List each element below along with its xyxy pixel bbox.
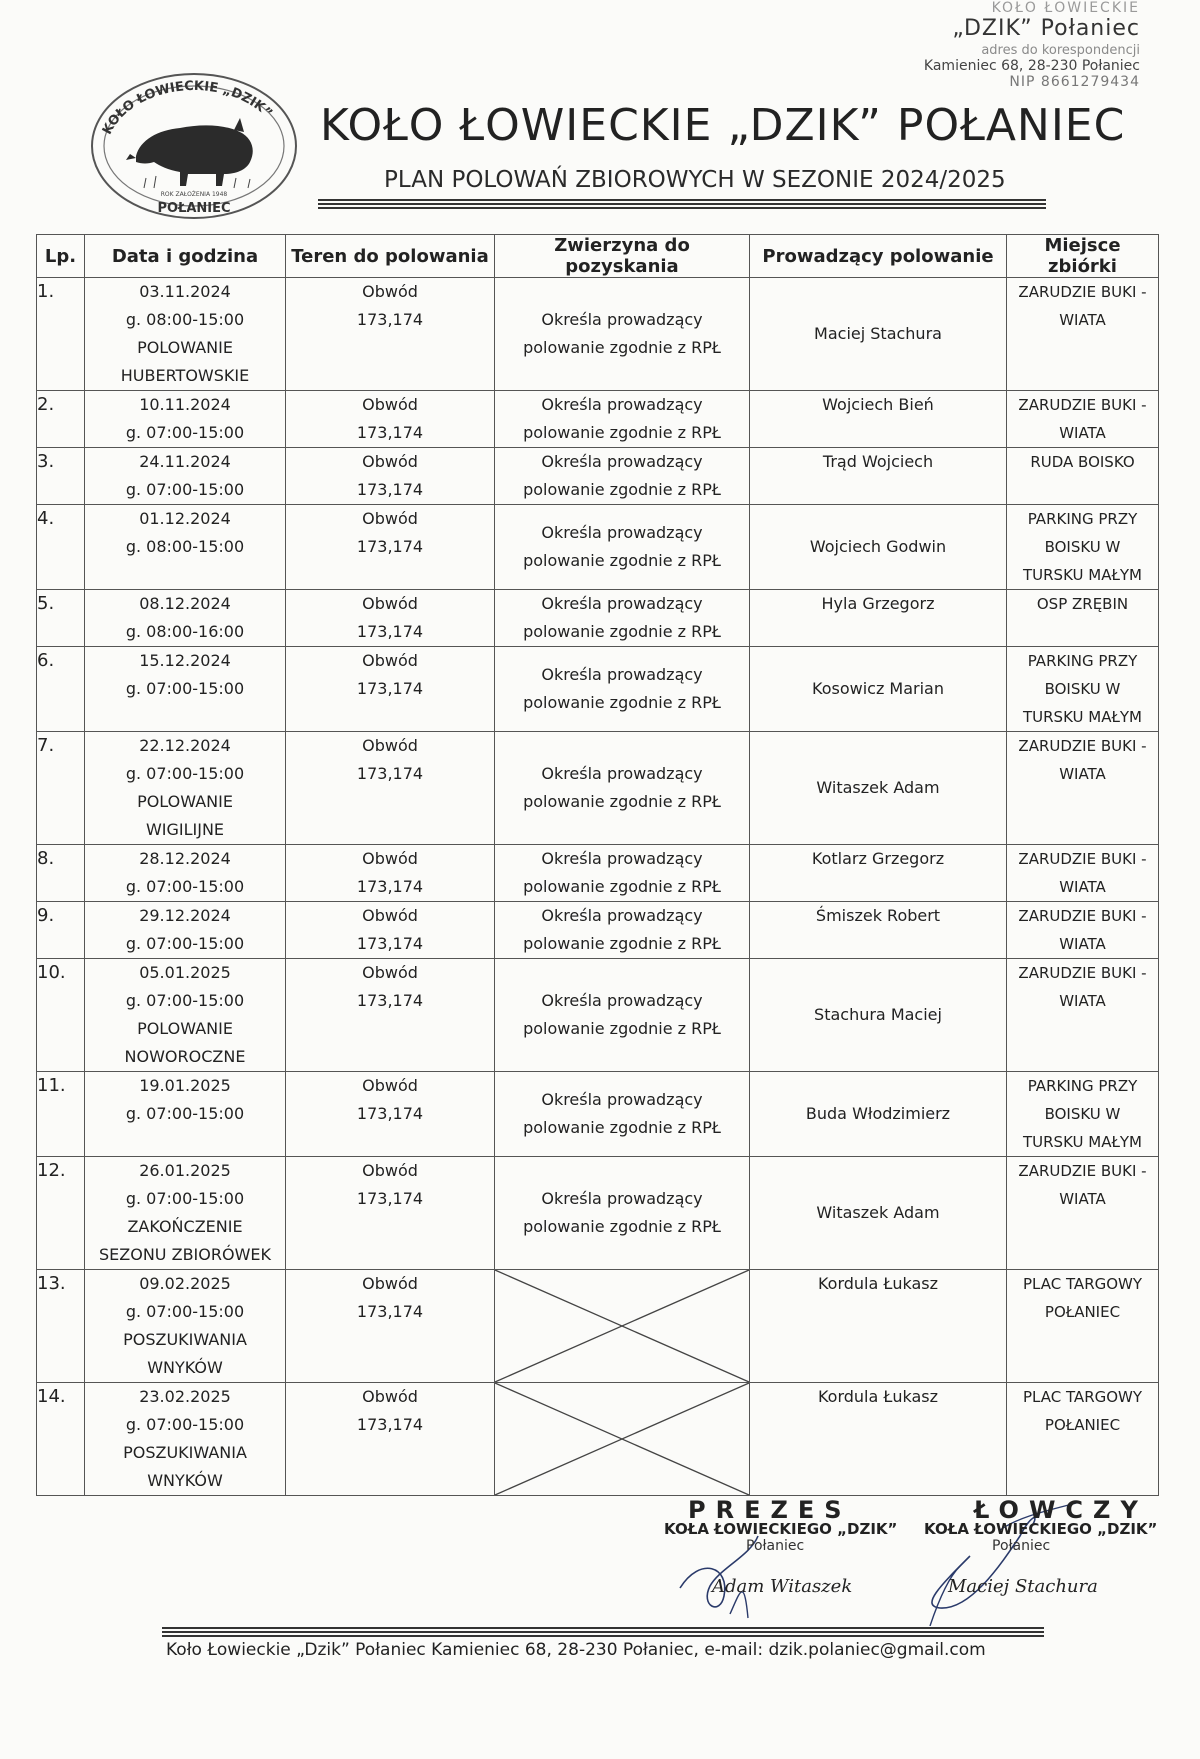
leader-name: Hyla Grzegorz [821, 594, 935, 613]
cell-date [85, 902, 286, 959]
cell-area [286, 448, 495, 505]
cell-area [286, 590, 495, 647]
document-title: KOŁO ŁOWIECKIE „DZIK” POŁANIEC [320, 100, 1126, 151]
date-line: 22.12.2024 [139, 736, 231, 755]
area-line: 173,174 [356, 1302, 424, 1321]
area-line: Obwód [362, 849, 418, 868]
hunting-master-role: KOŁA ŁOWIECKIEGO „DZIK” [924, 1520, 1158, 1538]
cell-area [286, 278, 495, 391]
cell-date [85, 732, 286, 845]
game-line: polowanie zgodnie z RPŁ [523, 551, 721, 570]
meeting-place-line: TURSKU MAŁYM [1022, 708, 1142, 726]
cell-leader [750, 391, 1007, 448]
cell-meeting-place [1007, 959, 1159, 1072]
club-seal-logo [84, 66, 304, 226]
meeting-place-line: BOISKU W [1044, 538, 1121, 556]
cell-leader [750, 1157, 1007, 1270]
date-line: WNYKÓW [147, 1358, 223, 1377]
area-line: Obwód [362, 906, 418, 925]
area-line: 173,174 [356, 764, 424, 783]
cell-lp: 7. [37, 732, 85, 845]
meeting-place-line: ZARUDZIE BUKI - [1018, 737, 1147, 755]
cell-lp: 12. [37, 1157, 85, 1270]
column-header-game: Zwierzyna do pozyskania [495, 235, 750, 278]
date-line: g. 07:00-15:00 [125, 679, 245, 698]
stamp-line-5: NIP 8661279434 [1009, 74, 1140, 90]
meeting-place-line: OSP ZRĘBIN [1036, 595, 1129, 613]
meeting-place-line: PLAC TARGOWY [1022, 1388, 1143, 1406]
area-line: 173,174 [356, 679, 424, 698]
meeting-place-line: ZARUDZIE BUKI - [1018, 964, 1147, 982]
meeting-place-line: TURSKU MAŁYM [1022, 566, 1142, 584]
cell-game [495, 959, 750, 1072]
leader-name: Buda Włodzimierz [805, 1104, 951, 1123]
cell-game [495, 732, 750, 845]
date-line: g. 07:00-15:00 [125, 877, 245, 896]
cell-date [85, 448, 286, 505]
date-line: 24.11.2024 [139, 452, 231, 471]
table-row [37, 1072, 1159, 1157]
game-line: Określa prowadzący [541, 452, 703, 471]
date-line: g. 07:00-15:00 [125, 991, 245, 1010]
area-line: Obwód [362, 594, 418, 613]
president-city: Połaniec [746, 1538, 805, 1554]
leader-name: Maciej Stachura [814, 324, 942, 343]
game-line: Określa prowadzący [541, 594, 703, 613]
meeting-place-line: BOISKU W [1044, 680, 1121, 698]
table-row [37, 590, 1159, 647]
cell-lp: 8. [37, 845, 85, 902]
area-line: Obwód [362, 736, 418, 755]
cell-leader [750, 1270, 1007, 1383]
hunting-master-title: ŁOWCZY [974, 1496, 1148, 1524]
game-line: Określa prowadzący [541, 849, 703, 868]
cell-area [286, 845, 495, 902]
area-line: Obwód [362, 282, 418, 301]
area-line: 173,174 [356, 537, 424, 556]
table-row [37, 845, 1159, 902]
game-line: polowanie zgodnie z RPŁ [523, 480, 721, 499]
cell-meeting-place [1007, 845, 1159, 902]
seal-small-text: ROK ZAŁOŻENIA 1948 [160, 191, 228, 198]
area-line: 173,174 [356, 480, 424, 499]
cell-meeting-place [1007, 1157, 1159, 1270]
document-subtitle: PLAN POLOWAŃ ZBIOROWYCH W SEZONIE 2024/2025 [384, 167, 1006, 193]
meeting-place-line: RUDA BOISKO [1030, 453, 1135, 471]
cross-out-mark [495, 1383, 749, 1495]
table-row [37, 505, 1159, 590]
cell-date [85, 1157, 286, 1270]
date-line: g. 07:00-15:00 [125, 423, 245, 442]
boar-icon [126, 118, 253, 186]
leader-name: Śmiszek Robert [815, 906, 941, 925]
cell-date [85, 1270, 286, 1383]
date-line: POLOWANIE [137, 338, 233, 357]
date-line: 26.01.2025 [139, 1161, 231, 1180]
president-title: PREZES [688, 1496, 852, 1524]
cell-date [85, 590, 286, 647]
game-line: polowanie zgodnie z RPŁ [523, 877, 721, 896]
area-line: Obwód [362, 1274, 418, 1293]
cell-game-crossed-out [495, 1383, 750, 1496]
leader-name: Kordula Łukasz [817, 1274, 939, 1293]
cell-meeting-place [1007, 1270, 1159, 1383]
seal-bottom-text: POŁANIEC [157, 201, 231, 216]
meeting-place-line: WIATA [1059, 311, 1106, 329]
address-stamp [870, 0, 1140, 90]
table-row [37, 732, 1159, 845]
cell-game-crossed-out [495, 1270, 750, 1383]
president-name: Adam Witaszek [712, 1576, 853, 1597]
date-line: WNYKÓW [147, 1471, 223, 1490]
cell-lp: 1. [37, 278, 85, 391]
cell-leader [750, 1072, 1007, 1157]
game-line: polowanie zgodnie z RPŁ [523, 423, 721, 442]
cell-area [286, 1270, 495, 1383]
meeting-place-line: TURSKU MAŁYM [1022, 1133, 1142, 1151]
cell-meeting-place [1007, 391, 1159, 448]
meeting-place-line: PLAC TARGOWY [1022, 1275, 1143, 1293]
column-header-area: Teren do polowania [286, 235, 495, 278]
cell-area [286, 1383, 495, 1496]
date-line: g. 07:00-15:00 [125, 1302, 245, 1321]
cell-lp: 11. [37, 1072, 85, 1157]
date-line: g. 07:00-15:00 [125, 1189, 245, 1208]
date-line: g. 07:00-15:00 [125, 764, 245, 783]
game-line: Określa prowadzący [541, 1090, 703, 1109]
cell-leader [750, 845, 1007, 902]
game-line: polowanie zgodnie z RPŁ [523, 338, 721, 357]
cell-lp: 10. [37, 959, 85, 1072]
area-line: 173,174 [356, 991, 424, 1010]
area-line: 173,174 [356, 1104, 424, 1123]
cell-game [495, 505, 750, 590]
date-line: POLOWANIE [137, 792, 233, 811]
cell-area [286, 647, 495, 732]
area-line: 173,174 [356, 622, 424, 641]
cell-lp: 14. [37, 1383, 85, 1496]
date-line: NOWOROCZNE [124, 1047, 246, 1066]
cell-date [85, 505, 286, 590]
game-line: Określa prowadzący [541, 906, 703, 925]
date-line: g. 07:00-15:00 [125, 934, 245, 953]
hunting-master-city: Połaniec [992, 1538, 1051, 1554]
column-header-date: Data i godzina [85, 235, 286, 278]
cell-leader [750, 732, 1007, 845]
game-line: polowanie zgodnie z RPŁ [523, 1118, 721, 1137]
cell-game [495, 845, 750, 902]
game-line: Określa prowadzący [541, 523, 703, 542]
date-line: 28.12.2024 [139, 849, 231, 868]
date-line: POSZUKIWANIA [123, 1330, 247, 1349]
president-role: KOŁA ŁOWIECKIEGO „DZIK” [664, 1520, 898, 1538]
cell-meeting-place [1007, 732, 1159, 845]
area-line: 173,174 [356, 1189, 424, 1208]
cell-date [85, 278, 286, 391]
cell-game [495, 1157, 750, 1270]
meeting-place-line: WIATA [1059, 424, 1106, 442]
cell-game [495, 391, 750, 448]
game-line: polowanie zgodnie z RPŁ [523, 934, 721, 953]
date-line: 15.12.2024 [139, 651, 231, 670]
table-row [37, 1157, 1159, 1270]
cell-leader [750, 278, 1007, 391]
cell-area [286, 1072, 495, 1157]
cell-leader [750, 448, 1007, 505]
title-rule [318, 199, 1046, 209]
area-line: Obwód [362, 395, 418, 414]
area-line: Obwód [362, 509, 418, 528]
cell-lp: 5. [37, 590, 85, 647]
cell-date [85, 647, 286, 732]
cell-leader [750, 959, 1007, 1072]
leader-name: Stachura Maciej [814, 1005, 942, 1024]
date-line: POSZUKIWANIA [123, 1443, 247, 1462]
meeting-place-line: WIATA [1059, 878, 1106, 896]
date-line: 19.01.2025 [139, 1076, 231, 1095]
table-row [37, 448, 1159, 505]
leader-name: Witaszek Adam [816, 1203, 940, 1222]
game-line: Określa prowadzący [541, 991, 703, 1010]
cell-area [286, 902, 495, 959]
meeting-place-line: ZARUDZIE BUKI - [1018, 283, 1147, 301]
stamp-line-3: adres do korespondencji [981, 43, 1140, 58]
game-line: polowanie zgodnie z RPŁ [523, 693, 721, 712]
date-line: g. 07:00-15:00 [125, 1415, 245, 1434]
meeting-place-line: PARKING PRZY [1027, 510, 1138, 528]
cell-meeting-place [1007, 505, 1159, 590]
column-header-meeting-place: Miejsce zbiórki [1007, 235, 1159, 278]
game-line: Określa prowadzący [541, 1189, 703, 1208]
cross-out-mark [495, 1270, 749, 1382]
stamp-line-2: „DZIK” Połaniec [952, 16, 1140, 41]
meeting-place-line: ZARUDZIE BUKI - [1018, 850, 1147, 868]
meeting-place-line: WIATA [1059, 935, 1106, 953]
area-line: Obwód [362, 1161, 418, 1180]
date-line: g. 07:00-15:00 [125, 1104, 245, 1123]
cell-area [286, 959, 495, 1072]
cell-leader [750, 1383, 1007, 1496]
cell-area [286, 732, 495, 845]
date-line: g. 08:00-16:00 [125, 622, 245, 641]
cell-date [85, 845, 286, 902]
cell-area [286, 1157, 495, 1270]
date-line: SEZONU ZBIORÓWEK [99, 1245, 271, 1264]
stamp-line-1: KOŁO ŁOWIECKIE [991, 0, 1140, 16]
cell-meeting-place [1007, 590, 1159, 647]
date-line: POLOWANIE [137, 1019, 233, 1038]
date-line: ZAKOŃCZENIE [127, 1217, 243, 1236]
date-line: 09.02.2025 [139, 1274, 231, 1293]
table-row [37, 391, 1159, 448]
cell-meeting-place [1007, 647, 1159, 732]
game-line: Określa prowadzący [541, 764, 703, 783]
date-line: g. 08:00-15:00 [125, 310, 245, 329]
meeting-place-line: PARKING PRZY [1027, 652, 1138, 670]
cell-date [85, 391, 286, 448]
meeting-place-line: ZARUDZIE BUKI - [1018, 1162, 1147, 1180]
cell-lp: 13. [37, 1270, 85, 1383]
seal-top-text: KOŁO ŁOWIECKIE „DZIK” [99, 78, 275, 138]
cell-date [85, 1072, 286, 1157]
table-header-row [37, 235, 1159, 278]
meeting-place-line: POŁANIEC [1044, 1416, 1121, 1434]
date-line: g. 08:00-15:00 [125, 537, 245, 556]
area-line: Obwód [362, 452, 418, 471]
cell-meeting-place [1007, 1072, 1159, 1157]
hunting-plan-table [36, 234, 1159, 1496]
meeting-place-line: ZARUDZIE BUKI - [1018, 396, 1147, 414]
cell-leader [750, 505, 1007, 590]
meeting-place-line: BOISKU W [1044, 1105, 1121, 1123]
cell-game [495, 647, 750, 732]
date-line: 05.01.2025 [139, 963, 231, 982]
cell-leader [750, 590, 1007, 647]
leader-name: Wojciech Bień [822, 395, 934, 414]
leader-name: Witaszek Adam [816, 778, 940, 797]
column-header-lp: Lp. [37, 235, 85, 278]
cell-meeting-place [1007, 902, 1159, 959]
table-row [37, 1270, 1159, 1383]
table-row [37, 959, 1159, 1072]
cell-lp: 9. [37, 902, 85, 959]
meeting-place-line: ZARUDZIE BUKI - [1018, 907, 1147, 925]
cell-lp: 6. [37, 647, 85, 732]
cell-meeting-place [1007, 278, 1159, 391]
game-line: Określa prowadzący [541, 665, 703, 684]
footer-contact: Koło Łowieckie „Dzik” Połaniec Kamieniec 68, 28-230 Połaniec, e-mail: dzik.polaniec@gmail.com [166, 1640, 986, 1660]
area-line: 173,174 [356, 934, 424, 953]
cell-date [85, 1383, 286, 1496]
meeting-place-line: WIATA [1059, 1190, 1106, 1208]
cell-meeting-place [1007, 1383, 1159, 1496]
column-header-leader: Prowadzący polowanie [750, 235, 1007, 278]
area-line: 173,174 [356, 310, 424, 329]
leader-name: Trąd Wojciech [822, 452, 934, 471]
table-row [37, 278, 1159, 391]
leader-name: Kosowicz Marian [812, 679, 944, 698]
area-line: 173,174 [356, 423, 424, 442]
area-line: 173,174 [356, 1415, 424, 1434]
table-body [37, 278, 1159, 1496]
leader-name: Wojciech Godwin [809, 537, 947, 556]
footer-rule [162, 1627, 1044, 1639]
cell-game [495, 902, 750, 959]
area-line: 173,174 [356, 877, 424, 896]
cell-area [286, 505, 495, 590]
area-line: Obwód [362, 1076, 418, 1095]
date-line: WIGILIJNE [145, 820, 225, 839]
meeting-place-line: WIATA [1059, 765, 1106, 783]
date-line: g. 07:00-15:00 [125, 480, 245, 499]
cell-leader [750, 902, 1007, 959]
cell-date [85, 959, 286, 1072]
meeting-place-line: PARKING PRZY [1027, 1077, 1138, 1095]
game-line: polowanie zgodnie z RPŁ [523, 1019, 721, 1038]
area-line: Obwód [362, 651, 418, 670]
stamp-line-4: Kamieniec 68, 28-230 Połaniec [923, 58, 1140, 74]
date-line: 03.11.2024 [139, 282, 231, 301]
signature-area [640, 1496, 1160, 1616]
date-line: HUBERTOWSKIE [120, 366, 250, 385]
cell-game [495, 278, 750, 391]
date-line: 10.11.2024 [139, 395, 231, 414]
game-line: polowanie zgodnie z RPŁ [523, 1217, 721, 1236]
cell-leader [750, 647, 1007, 732]
cell-lp: 2. [37, 391, 85, 448]
game-line: polowanie zgodnie z RPŁ [523, 622, 721, 641]
area-line: Obwód [362, 963, 418, 982]
leader-name: Kordula Łukasz [817, 1387, 939, 1406]
table-row [37, 647, 1159, 732]
game-line: polowanie zgodnie z RPŁ [523, 792, 721, 811]
cell-area [286, 391, 495, 448]
cell-game [495, 448, 750, 505]
leader-name: Kotlarz Grzegorz [811, 849, 945, 868]
cell-meeting-place [1007, 448, 1159, 505]
game-line: Określa prowadzący [541, 395, 703, 414]
meeting-place-line: POŁANIEC [1044, 1303, 1121, 1321]
meeting-place-line: WIATA [1059, 992, 1106, 1010]
cell-game [495, 590, 750, 647]
date-line: 23.02.2025 [139, 1387, 231, 1406]
hunting-master-name: Maciej Stachura [948, 1576, 1098, 1597]
cell-lp: 3. [37, 448, 85, 505]
cell-lp: 4. [37, 505, 85, 590]
date-line: 08.12.2024 [139, 594, 231, 613]
date-line: 01.12.2024 [139, 509, 231, 528]
cell-game [495, 1072, 750, 1157]
area-line: Obwód [362, 1387, 418, 1406]
table-row [37, 1383, 1159, 1496]
game-line: Określa prowadzący [541, 310, 703, 329]
table-row [37, 902, 1159, 959]
date-line: 29.12.2024 [139, 906, 231, 925]
